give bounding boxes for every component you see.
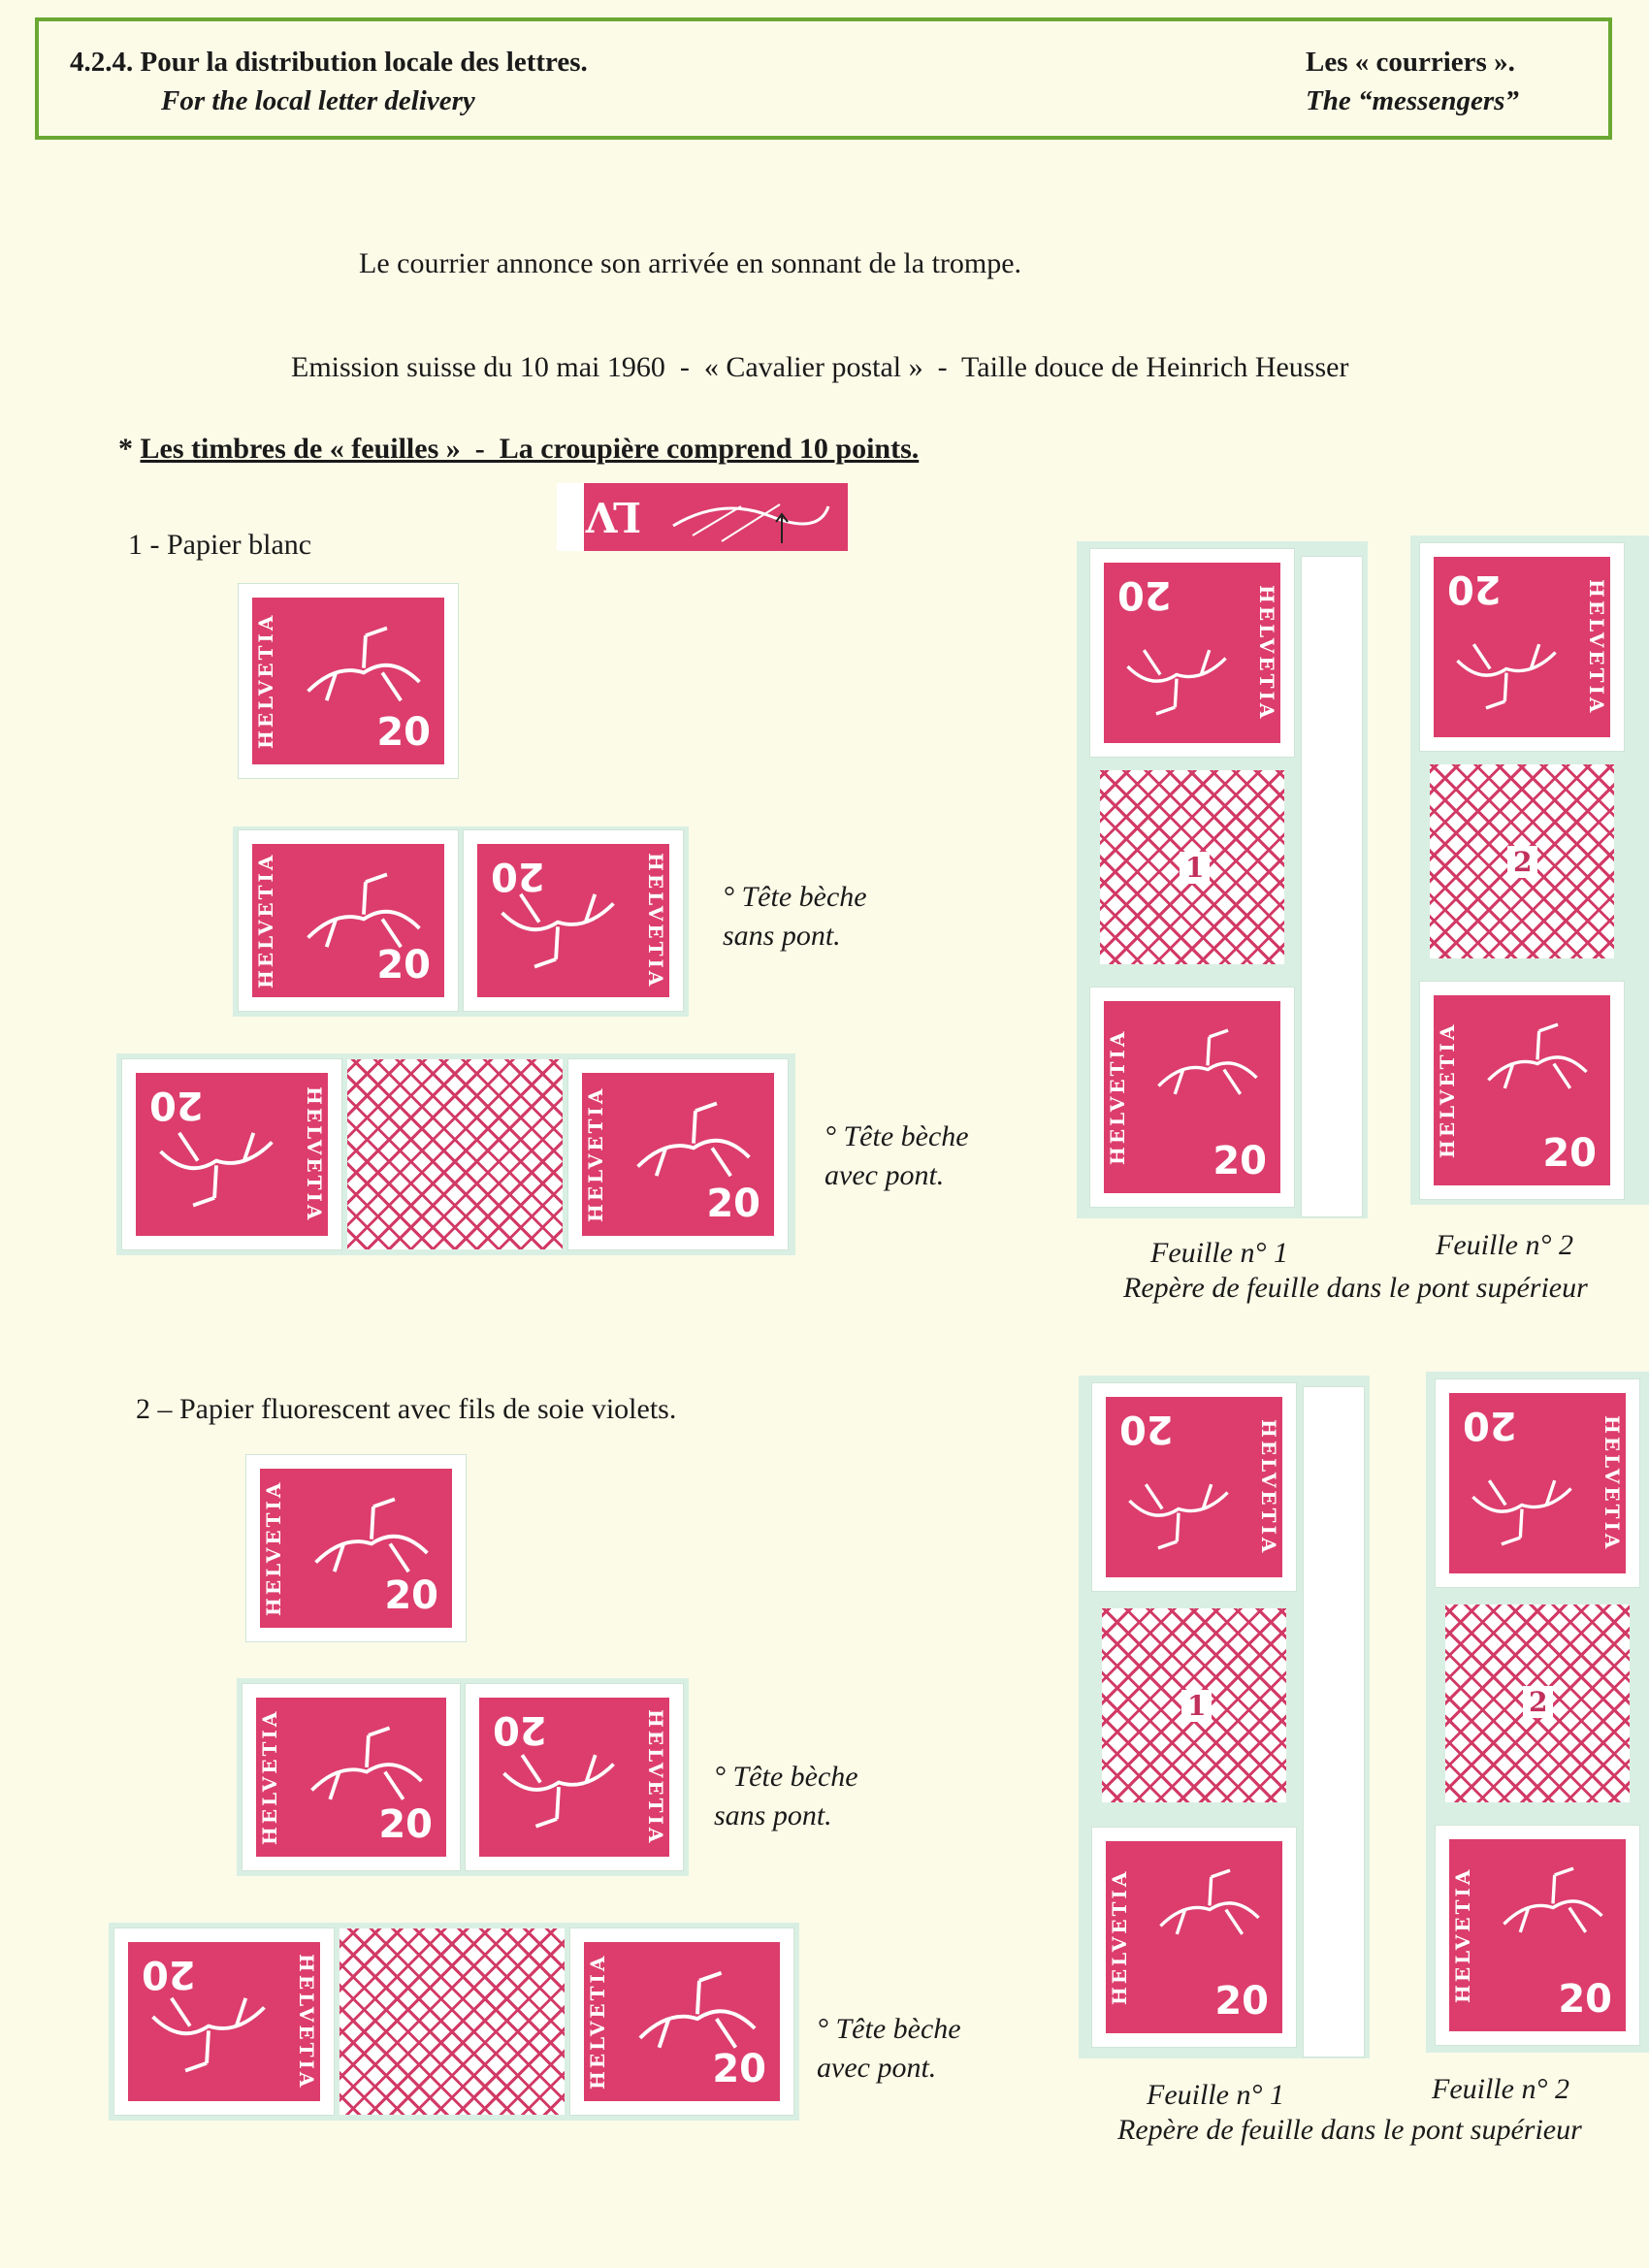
pair-tete-beche-1 (233, 826, 689, 1017)
stamp-inverted: HELVETIA 20 (1090, 549, 1294, 757)
stamp: HELVETIA 20 (1092, 1828, 1296, 2047)
sheet-caption-2: Repère de feuille dans le pont supérieur (1117, 2114, 1582, 2146)
stamp-inverted: HELVETIA 20 (122, 1059, 341, 1249)
post-rider-icon (495, 1746, 623, 1837)
sheet-margin (1302, 557, 1362, 1216)
pair-with-gutter-1 (116, 1053, 795, 1255)
post-rider-icon (144, 1989, 274, 2082)
post-rider-icon (1496, 1859, 1610, 1940)
post-rider-icon (1150, 1021, 1265, 1102)
sheet-mark-1: 1 (1181, 1690, 1212, 1722)
stamp: HELVETIA 20 (1436, 1826, 1639, 2045)
sheet1-strip-1 (1077, 541, 1368, 1218)
post-rider-icon (299, 617, 429, 710)
post-rider-icon (1449, 636, 1564, 718)
pair-tete-beche-2 (237, 1678, 689, 1876)
stamp-single-1: HELVETIA 20 (239, 584, 458, 778)
stamp: HELVETIA 20 (1420, 982, 1624, 1199)
note-avec-pont-2: ° Tête bèche avec pont. (817, 2013, 961, 2084)
stamp-inverted: HELVETIA 20 (114, 1928, 334, 2115)
topic-title-fr: Les « courriers ». (1306, 47, 1515, 78)
sheet2-label-1: Feuille n° 2 (1436, 1229, 1573, 1261)
note-sans-pont-1: ° Tête bèche sans pont. (723, 881, 867, 952)
section2-title: 2 – Papier fluorescent avec fils de soie violets. (136, 1393, 677, 1425)
stamp: HELVETIA 20 (568, 1059, 788, 1249)
heading: * Les timbres de « feuilles » - La croupière comprend 10 points. (118, 433, 920, 465)
intro-text: Le courrier annonce son arrivée en sonnant de la trompe. (359, 247, 1022, 279)
stamp-inverted: HELVETIA 20 (466, 1684, 683, 1870)
section-title-en: For the local letter delivery (161, 85, 475, 116)
sheet-margin (1304, 1387, 1364, 2057)
gutter-lattice (347, 1059, 563, 1249)
sheet-caption-1: Repère de feuille dans le pont supérieur (1123, 1272, 1588, 1304)
sheet1-label-1: Feuille n° 1 (1150, 1237, 1288, 1269)
sheet1-label-2: Feuille n° 1 (1147, 2079, 1284, 2111)
topic-title-en: The “messengers” (1306, 85, 1519, 116)
stamp-single-2: HELVETIA 20 (246, 1455, 466, 1641)
sheet2-strip-1 (1410, 535, 1649, 1205)
stamp-inverted: HELVETIA 20 (1420, 543, 1624, 751)
sample-label: LV (586, 493, 642, 540)
note-avec-pont-1: ° Tête bèche avec pont. (824, 1120, 969, 1191)
post-rider-icon (629, 1092, 759, 1185)
section-title-fr: 4.2.4. Pour la distribution locale des lettres. (70, 47, 588, 78)
emission-text: Emission suisse du 10 mai 1960 - « Cavalier postal » - Taille douce de Heinrich Heusser (291, 351, 1349, 383)
post-rider-icon (307, 1488, 436, 1581)
sheet2-label-2: Feuille n° 2 (1432, 2073, 1569, 2105)
stamp-inverted: HELVETIA 20 (464, 830, 683, 1011)
post-rider-icon (303, 1717, 431, 1808)
post-rider-icon (1119, 642, 1234, 724)
section1-title: 1 - Papier blanc (128, 529, 312, 561)
sheet-mark-1: 1 (1180, 852, 1210, 884)
rider-fragment-icon (663, 487, 838, 547)
post-rider-icon (1121, 1476, 1236, 1558)
sheet1-strip-2 (1079, 1376, 1370, 2058)
stamp: HELVETIA 20 (242, 1684, 460, 1870)
sheet2-strip-2 (1426, 1372, 1649, 2053)
gutter-lattice (340, 1928, 565, 2115)
stamp: HELVETIA 20 (1090, 988, 1294, 1207)
post-rider-icon (1152, 1861, 1267, 1942)
stamp-inverted: HELVETIA 20 (1092, 1383, 1296, 1591)
pair-with-gutter-2 (109, 1923, 799, 2121)
crupper-sample (557, 483, 848, 551)
header-box (35, 17, 1612, 140)
heading-text: Les timbres de « feuilles » - La croupière comprend 10 points. (140, 433, 920, 465)
post-rider-icon (630, 1961, 764, 2057)
post-rider-icon (1465, 1473, 1579, 1554)
sheet-mark-2: 2 (1523, 1686, 1553, 1718)
stamp-inverted: HELVETIA 20 (1436, 1379, 1639, 1587)
sheet-mark-2: 2 (1507, 846, 1537, 878)
note-sans-pont-2: ° Tête bèche sans pont. (714, 1761, 858, 1831)
stamp: HELVETIA 20 (239, 830, 458, 1011)
post-rider-icon (151, 1123, 281, 1216)
post-rider-icon (493, 885, 623, 978)
post-rider-icon (1480, 1015, 1595, 1096)
stamp: HELVETIA 20 (570, 1928, 793, 2115)
